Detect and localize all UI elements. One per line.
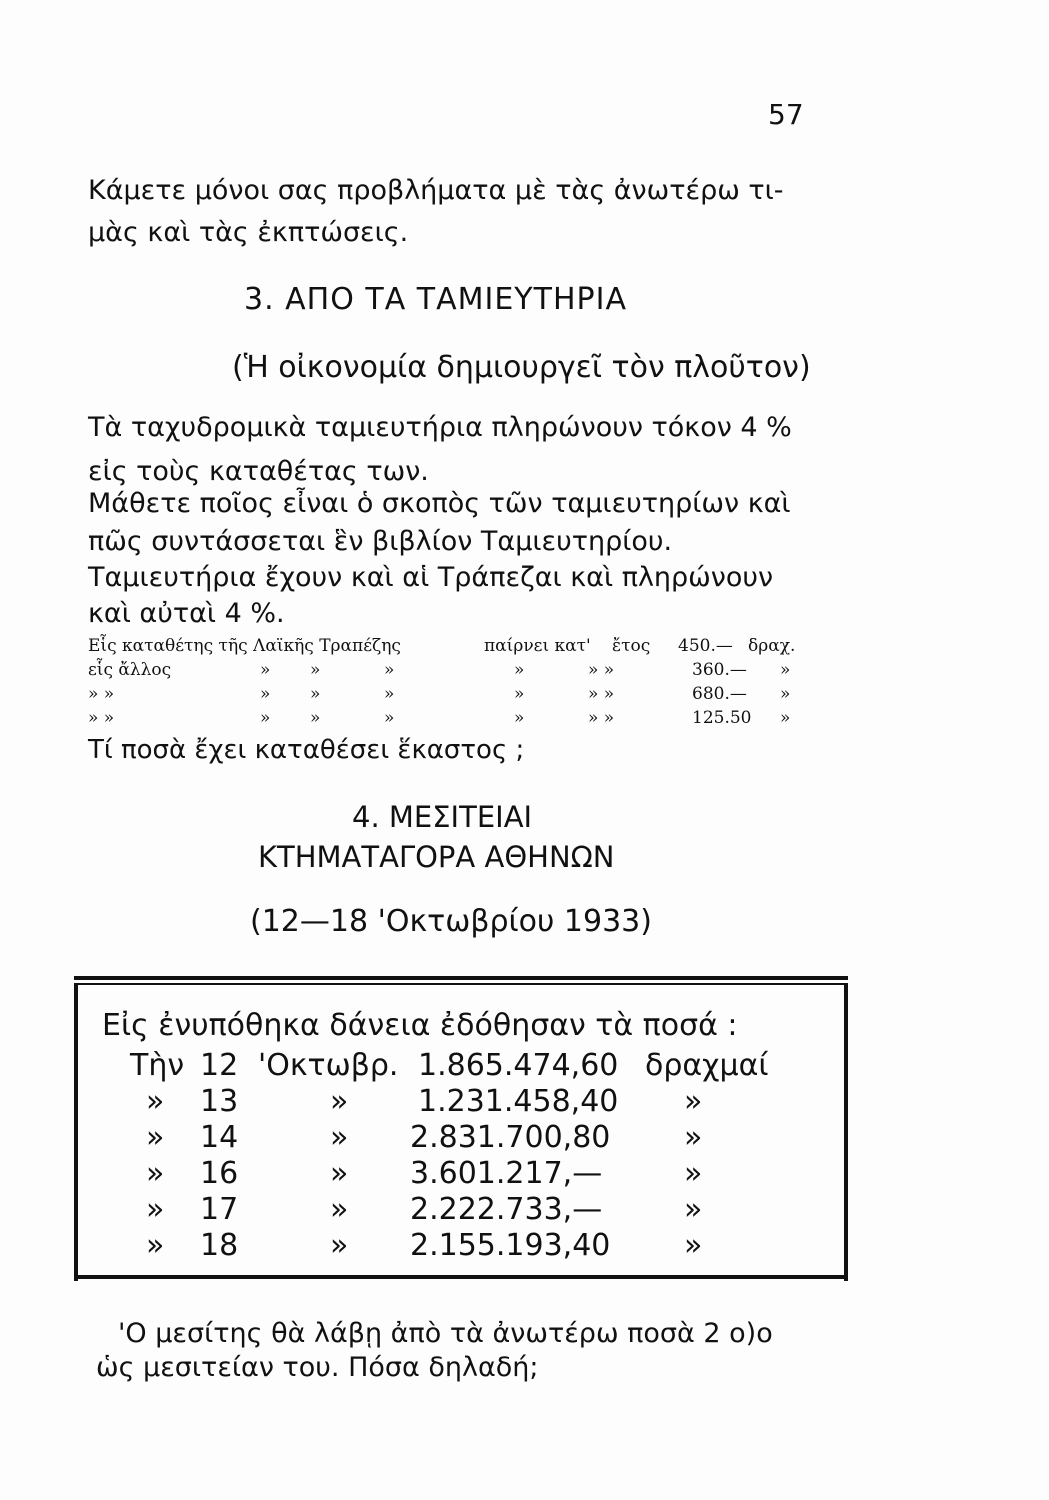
loan-row: [100, 1156, 840, 1196]
day-label: Τὴν: [130, 1048, 185, 1083]
day-label: »: [146, 1192, 165, 1227]
ditto-mark: » »: [588, 684, 615, 704]
depositor-label: εἷς ἄλλος: [88, 660, 172, 680]
loan-row: [100, 1120, 840, 1160]
amount: 360.—: [692, 660, 747, 680]
section-3-question: Τί ποσὰ ἔχει καταθέσει ἕκαστος ;: [88, 735, 525, 765]
paragraph-line: εἰς τοὺς καταθέτας των.: [88, 456, 429, 487]
closing-line: ὡς μεσιτείαν του. Πόσα δηλαδή;: [96, 1352, 539, 1383]
ditto-mark: »: [514, 708, 525, 728]
unit: δραχμαί: [645, 1048, 769, 1083]
ditto-mark: »: [384, 708, 395, 728]
ditto-mark: »: [310, 708, 321, 728]
loan-row: [100, 1192, 840, 1232]
ditto-mark: »: [310, 660, 321, 680]
month: 'Οκτωβρ.: [258, 1048, 399, 1083]
ditto-mark: »: [384, 660, 395, 680]
paragraph-line: Μάθετε ποῖος εἶναι ὁ σκοπὸς τῶν ταμιευτηρίων καὶ: [88, 488, 791, 519]
ditto-mark: »: [310, 684, 321, 704]
verb-label: παίρνει κατ': [484, 636, 591, 656]
intro-line: Κάμετε μόνοι σας προβλήματα μὲ τὰς ἀνωτέρω τι-: [88, 175, 784, 206]
unit: δραχ.: [748, 636, 796, 656]
day: 12: [200, 1048, 239, 1083]
ditto-mark: »: [260, 684, 271, 704]
day-label: »: [146, 1084, 165, 1119]
day: 17: [200, 1192, 239, 1227]
month: »: [330, 1192, 349, 1227]
ditto-mark: »: [514, 684, 525, 704]
box-top-rule: [74, 976, 848, 980]
loan-row: [100, 1084, 840, 1124]
day-label: »: [146, 1156, 165, 1191]
deposit-row: [88, 636, 828, 660]
section-4-dates: (12—18 'Οκτωβρίου 1933): [250, 904, 652, 939]
intro-paragraph: [88, 170, 784, 254]
deposit-row: [88, 660, 828, 684]
month: »: [330, 1156, 349, 1191]
amount: 3.601.217,—: [410, 1156, 603, 1191]
paragraph-line: Τὰ ταχυδρομικὰ ταμιευτήρια πληρώνουν τόκον 4 %: [88, 412, 792, 443]
loans-heading: Εἰς ἐνυπόθηκα δάνεια ἐδόθησαν τὰ ποσά :: [102, 1008, 738, 1043]
ditto-mark: »: [260, 708, 271, 728]
unit: »: [684, 1120, 703, 1155]
depositor-label: Εἷς καταθέτης τῆς Λαϊκῆς Τραπέζης: [88, 636, 401, 656]
day-label: »: [146, 1120, 165, 1155]
loan-row: [100, 1228, 840, 1268]
box-bottom-rule: [74, 1275, 848, 1279]
ditto-mark: » »: [588, 660, 615, 680]
loan-row: [100, 1048, 840, 1088]
unit: »: [780, 684, 791, 704]
day-label: »: [146, 1228, 165, 1263]
month: »: [330, 1084, 349, 1119]
paragraph-line: Ταμιευτήρια ἔχουν καὶ αἱ Τράπεζαι καὶ πληρώνουν: [88, 562, 774, 593]
paragraph-line: καὶ αὐταὶ 4 %.: [88, 598, 285, 629]
intro-line: μὰς καὶ τὰς ἐκπτώσεις.: [88, 217, 409, 248]
month: »: [330, 1120, 349, 1155]
ditto-mark: »: [384, 684, 395, 704]
paragraph-line: πῶς συντάσσεται ἓν βιβλίον Ταμιευτηρίου.: [88, 526, 673, 557]
depositor-label: » »: [88, 708, 115, 728]
depositor-label: » »: [88, 684, 115, 704]
deposit-row: [88, 684, 828, 708]
amount: 1.231.458,40: [418, 1084, 619, 1119]
year-label: ἔτος: [612, 636, 651, 656]
day: 18: [200, 1228, 239, 1263]
section-3-title: 3. ΑΠΟ ΤΑ ΤΑΜΙΕΥΤΗΡΙΑ: [244, 282, 627, 317]
closing-line: 'Ο μεσίτης θὰ λάβῃ ἀπὸ τὰ ἀνωτέρω ποσὰ 2 ο)ο: [118, 1318, 773, 1349]
day: 16: [200, 1156, 239, 1191]
section-3-subtitle: (Ἡ οἰκονομία δημιουργεῖ τὸν πλοῦτον): [232, 350, 811, 385]
unit: »: [684, 1084, 703, 1119]
amount: 2.155.193,40: [410, 1228, 611, 1263]
month: »: [330, 1228, 349, 1263]
unit: »: [684, 1228, 703, 1263]
amount: 1.865.474,60: [418, 1048, 619, 1083]
day: 13: [200, 1084, 239, 1119]
amount: 680.—: [692, 684, 747, 704]
unit: »: [684, 1156, 703, 1191]
amount: 125.50: [692, 708, 752, 728]
section-4-subtitle: ΚΤΗΜΑΤΑΓΟΡΑ ΑΘΗΝΩΝ: [258, 840, 615, 874]
amount: 2.831.700,80: [410, 1120, 611, 1155]
ditto-mark: »: [514, 660, 525, 680]
unit: »: [684, 1192, 703, 1227]
unit: »: [780, 708, 791, 728]
deposit-row: [88, 708, 828, 732]
unit: »: [780, 660, 791, 680]
ditto-mark: »: [260, 660, 271, 680]
day: 14: [200, 1120, 239, 1155]
ditto-mark: » »: [588, 708, 615, 728]
amount: 450.—: [678, 636, 733, 656]
amount: 2.222.733,—: [410, 1192, 603, 1227]
page-number: 57: [768, 98, 804, 131]
section-4-title: 4. ΜΕΣΙΤΕΙΑΙ: [352, 800, 533, 834]
